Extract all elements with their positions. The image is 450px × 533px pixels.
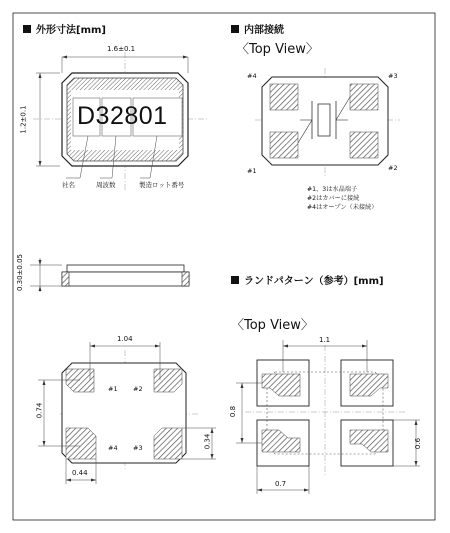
bottom-height-dim: 0.74: [35, 402, 44, 419]
land-pattern-view: [236, 340, 423, 494]
outline-side-view: [30, 258, 189, 292]
section-bullet-icon: [231, 25, 239, 33]
land-pitch-y-dim: 0.8: [229, 405, 238, 418]
note-open-pin: #4はオープン（未接続）: [307, 204, 378, 211]
label-frequency: 周波数: [96, 181, 116, 189]
internal-section-title: [231, 25, 284, 36]
note-crystal-terminals: #1、3は水晶端子: [307, 186, 358, 193]
bottom-pad-width-dim: 0.44: [72, 469, 88, 477]
bottom-pin1-label: #1: [108, 385, 118, 393]
note-cover-connection: #2はカバーに接続: [307, 195, 360, 202]
outline-width-dim: 1.6±0.1: [107, 45, 136, 53]
internal-pin2-label: #2: [388, 164, 398, 172]
internal-connection-view: [255, 68, 400, 178]
outline-title-text: 外形寸法[mm]: [36, 25, 106, 36]
outline-height-dim: 1.2±0.1: [19, 105, 28, 134]
bottom-pad-height-dim: 0.34: [203, 433, 212, 450]
section-bullet-icon: [231, 276, 239, 284]
land-title-text: ランドパターン（参考）[mm]: [244, 276, 384, 287]
internal-top-view-label: 〈Top View〉: [236, 42, 319, 57]
section-bullet-icon: [23, 25, 31, 33]
internal-pin4-label: #4: [247, 72, 257, 80]
outline-thickness-dim: 0.30±0.05: [16, 253, 25, 292]
label-lot-number: 製造ロット番号: [139, 181, 185, 189]
outline-section-title: [23, 25, 106, 36]
internal-pin3-label: #3: [388, 72, 398, 80]
land-section-title: [231, 276, 384, 287]
label-company-name: 社名: [62, 181, 75, 189]
bottom-pin4-label: #4: [108, 444, 118, 452]
land-top-view-label: 〈Top View〉: [231, 318, 314, 333]
bottom-pin3-label: #3: [133, 444, 143, 452]
land-pad-width-dim: 0.7: [275, 480, 287, 488]
land-pitch-x-dim: 1.1: [319, 336, 331, 344]
part-marking: D32801: [77, 102, 168, 130]
bottom-pad-view: [35, 342, 216, 484]
internal-title-text: 内部接続: [244, 25, 284, 36]
internal-pin1-label: #1: [247, 167, 257, 175]
bottom-pin2-label: #2: [133, 385, 143, 393]
land-pad-height-dim: 0.6: [414, 437, 423, 450]
bottom-width-dim: 1.04: [117, 335, 133, 343]
